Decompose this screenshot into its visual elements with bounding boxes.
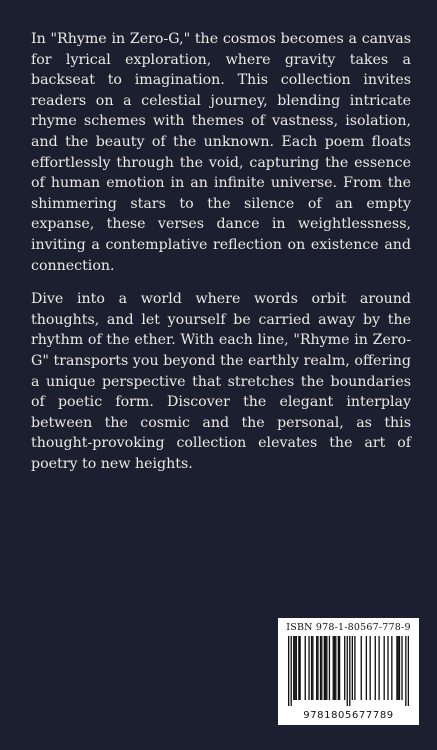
barcode-bar <box>375 636 376 700</box>
barcode-bar <box>291 636 292 706</box>
barcode-bar <box>366 636 367 700</box>
barcode-bar <box>349 636 350 706</box>
barcode-bar <box>308 636 309 700</box>
barcode-bar <box>347 636 348 706</box>
barcode-bar <box>294 636 295 700</box>
barcode-bar <box>344 636 345 700</box>
barcode-bar <box>321 636 322 700</box>
barcode-bar <box>405 636 406 706</box>
barcode-bar <box>296 636 297 700</box>
barcode-bar <box>352 636 353 700</box>
barcode-bar <box>338 636 339 700</box>
barcode-bar <box>378 636 379 700</box>
barcode-bar <box>333 636 334 700</box>
barcode-bar <box>316 636 317 700</box>
isbn-number: 9781805677789 <box>303 710 394 721</box>
barcode-bars <box>288 636 409 706</box>
barcode-bar <box>384 636 385 700</box>
isbn-barcode <box>278 618 419 725</box>
blurb-paragraph-2: Dive into a world where words orbit around thoughts, and let yourself be carried away by the rhythm of the ether. With each line, "Rhyme in Zero-G" transports you beyond the earthly realm, offering a unique perspective that stretches the boundaries of poetic form. Discover the elegant interplay between the cosmic and the personal, as this thought-provoking collection elevates the art of poetry to new heights. <box>31 291 411 472</box>
barcode-bar <box>325 636 326 700</box>
book-blurb <box>31 29 411 487</box>
barcode-bar <box>311 636 312 700</box>
barcode-bar <box>354 636 355 700</box>
blurb-paragraph-1: In "Rhyme in Zero-G," the cosmos becomes a canvas for lyrical exploration, where gravity takes a backseat to imagination. This collection invites readers on a celestial journey, blending intricate rhyme schemes with themes of vastness, isolation, and the beauty of the unknown. Each poem floats effortlessly through the void, capturing the essence of human emotion in an infinite universe. From the shimmering stars to the silence of an empty expanse, these verses dance in weightlessness, inviting a contemplative reflection on existence and connection. <box>31 31 411 274</box>
barcode-bar <box>329 636 330 700</box>
barcode-bar <box>326 636 327 700</box>
barcode-bar <box>288 636 289 706</box>
barcode-bar <box>387 636 388 700</box>
barcode-bar <box>408 636 409 706</box>
barcode-bar <box>305 636 306 700</box>
barcode-bar <box>299 636 300 700</box>
barcode-bar <box>324 636 325 700</box>
isbn-label: ISBN 978-1-80567-778-9 <box>286 622 411 633</box>
barcode-bar <box>401 636 402 700</box>
barcode-bar <box>298 636 299 700</box>
barcode-bar <box>335 636 336 700</box>
barcode-bar <box>293 636 294 700</box>
barcode-bar <box>334 636 335 700</box>
barcode-bar <box>320 636 321 700</box>
barcode-bar <box>370 636 371 700</box>
barcode-bar <box>396 636 397 700</box>
barcode-bar <box>398 636 399 700</box>
barcode-bar <box>399 636 400 700</box>
barcode-bar <box>339 636 340 700</box>
barcode-bar <box>317 636 318 700</box>
barcode-bar <box>361 636 362 700</box>
barcode-bar <box>391 636 392 700</box>
barcode-bar <box>312 636 313 700</box>
